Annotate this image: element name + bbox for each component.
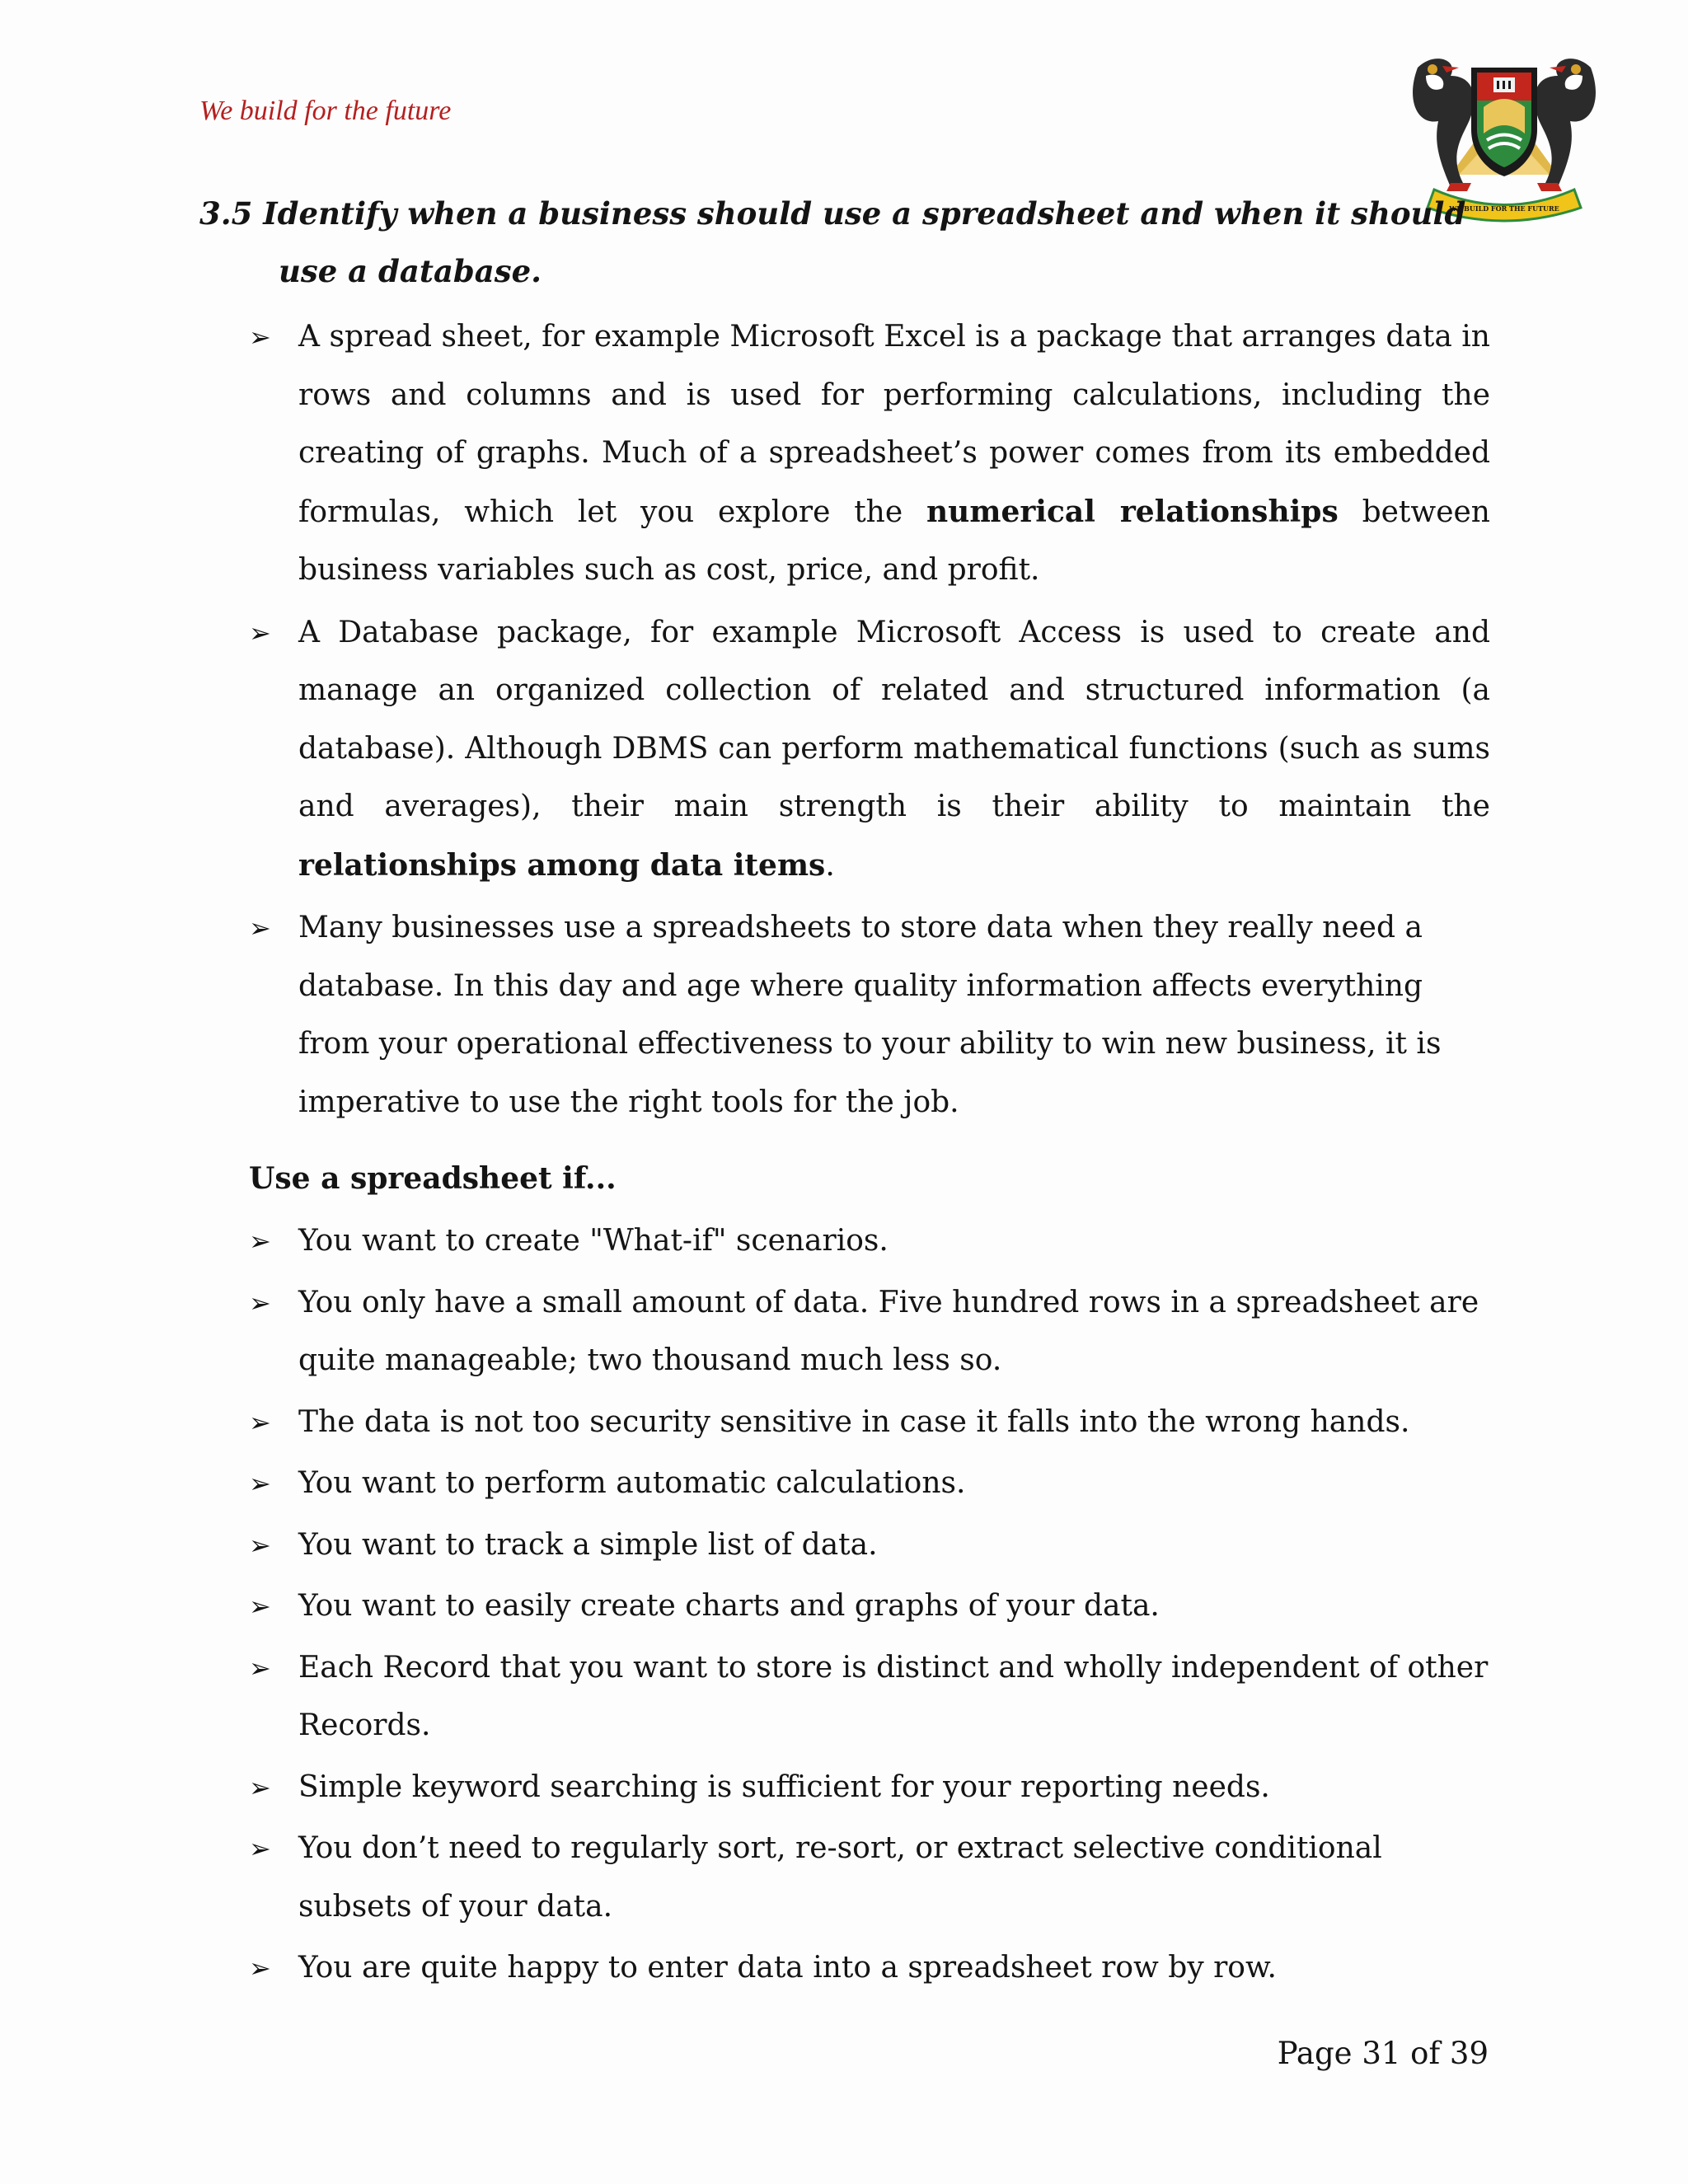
list-item bbox=[249, 1455, 1490, 1513]
arrowhead-bullet-icon: ➢ bbox=[249, 1833, 271, 1864]
list-item-text: You are quite happy to enter data into a spreadsheet row by row. bbox=[298, 1951, 1277, 1985]
list-item bbox=[249, 1820, 1490, 1936]
section-title: Identify when a business should use a spreadsheet and when it should use a database. bbox=[263, 195, 1466, 289]
section-number: 3.5 bbox=[199, 195, 253, 232]
page-number: Page 31 of 39 bbox=[1277, 2036, 1489, 2071]
spreadsheet-subheading: Use a spreadsheet if... bbox=[249, 1161, 617, 1196]
list-item bbox=[249, 1639, 1490, 1755]
intro-bullet-3 bbox=[249, 899, 1490, 1132]
list-item bbox=[249, 1394, 1490, 1452]
bullet-emphasis: numerical relationships bbox=[926, 494, 1339, 529]
list-item-text: You want to easily create charts and graphs of your data. bbox=[298, 1589, 1160, 1623]
list-item-text: You want to track a simple list of data. bbox=[298, 1527, 878, 1562]
arrowhead-bullet-icon: ➢ bbox=[249, 912, 271, 944]
list-item bbox=[249, 1516, 1490, 1575]
list-item-text: You don’t need to regularly sort, re-sort, or extract selective conditional subsets of your data. bbox=[298, 1831, 1382, 1924]
list-item bbox=[249, 1759, 1490, 1817]
intro-bullet-1 bbox=[249, 308, 1490, 600]
list-item bbox=[249, 1577, 1490, 1636]
intro-bullet-2 bbox=[249, 604, 1490, 896]
bullet-text: Many businesses use a spreadsheets to store data when they really need a database. In this day and age where quality information affects everything from your operational effectiveness to your ability to win new business, it is imperative to use the right tools for the job. bbox=[298, 911, 1442, 1119]
bullet-text: A spread sheet, for example Microsoft Excel is a package that arranges data in rows and columns and is used for performing calculations, including the creating of graphs. Much of a spreadsheet’s power comes from its embedded formulas, which let you explore the bbox=[298, 320, 1490, 529]
arrowhead-bullet-icon: ➢ bbox=[249, 1468, 271, 1499]
bullet-text-end: between business variables such as cost, price, and profit. bbox=[298, 494, 1490, 587]
section-heading bbox=[199, 185, 1498, 300]
list-item bbox=[249, 1212, 1490, 1271]
arrowhead-bullet-icon: ➢ bbox=[249, 1529, 271, 1561]
bullet-text-end: . bbox=[825, 848, 835, 883]
arrowhead-bullet-icon: ➢ bbox=[249, 1591, 271, 1622]
arrowhead-bullet-icon: ➢ bbox=[249, 1286, 271, 1319]
document-body bbox=[249, 308, 1490, 2001]
header-tagline: We build for the future bbox=[199, 96, 452, 126]
arrowhead-bullet-icon: ➢ bbox=[249, 1652, 271, 1684]
list-item-text: You want to create "What-if" scenarios. bbox=[298, 1224, 889, 1258]
list-item-text: Simple keyword searching is sufficient for your reporting needs. bbox=[298, 1769, 1270, 1804]
list-item bbox=[249, 1274, 1490, 1390]
list-item-text: Each Record that you want to store is distinct and wholly independent of other Records. bbox=[298, 1650, 1489, 1742]
list-item bbox=[249, 1939, 1490, 1998]
spreadsheet-criteria-list bbox=[249, 1212, 1490, 1998]
arrowhead-bullet-icon: ➢ bbox=[249, 1952, 271, 1984]
list-item-text: The data is not too security sensitive in case it falls into the wrong hands. bbox=[298, 1404, 1410, 1439]
list-item-text: You want to perform automatic calculations. bbox=[298, 1466, 966, 1500]
arrowhead-bullet-icon: ➢ bbox=[249, 1771, 271, 1803]
arrowhead-bullet-icon: ➢ bbox=[249, 1406, 271, 1438]
bullet-text: A Database package, for example Microsoft Access is used to create and manage an organized collection of related and structured information (a database). Although DBMS can perform mathematical functions (such as sums and averages), their main strength is their ability to maintain the bbox=[298, 615, 1490, 823]
svg-text:WE BUILD FOR THE FUTURE: WE BUILD FOR THE FUTURE bbox=[1449, 204, 1559, 213]
arrowhead-bullet-icon: ➢ bbox=[249, 321, 271, 353]
list-item-text: You only have a small amount of data. Five hundred rows in a spreadsheet are quite manageable; two thousand much less so. bbox=[298, 1285, 1479, 1377]
bullet-emphasis: relationships among data items bbox=[298, 847, 826, 883]
arrowhead-bullet-icon: ➢ bbox=[249, 616, 271, 649]
arrowhead-bullet-icon: ➢ bbox=[249, 1226, 271, 1257]
